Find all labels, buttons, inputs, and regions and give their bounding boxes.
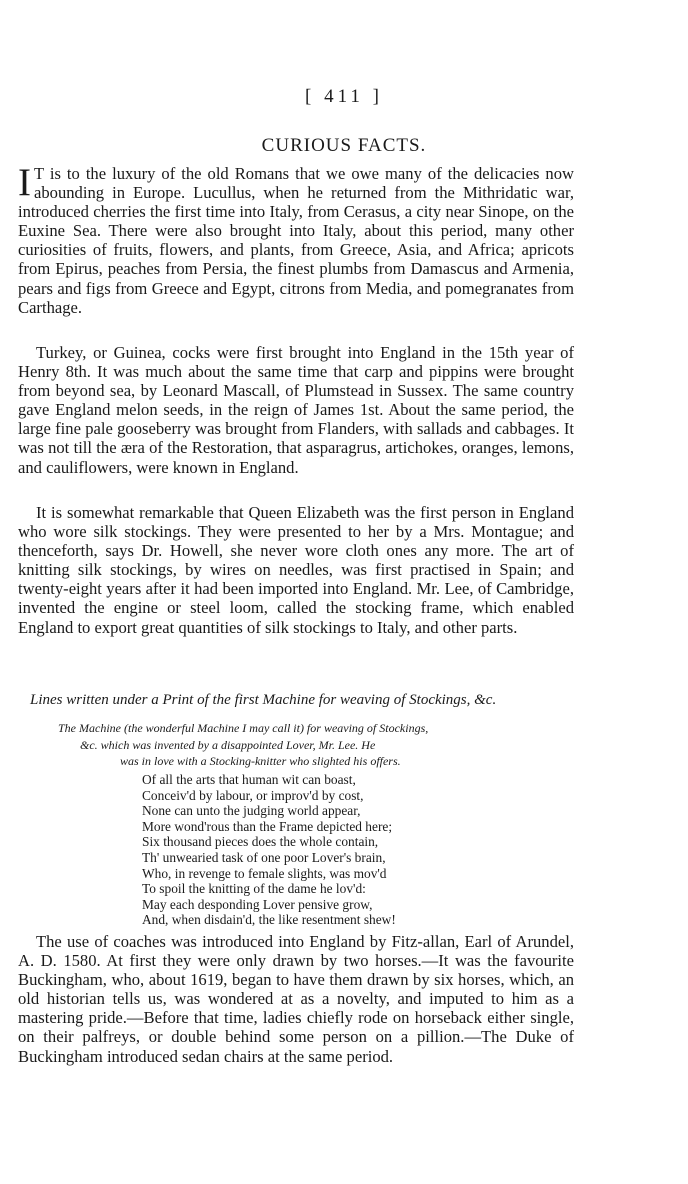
poem-verse [142, 772, 562, 928]
poem-line: May each desponding Lover pensive grow, [142, 896, 373, 912]
poem-line: More wond'rous than the Frame depicted here; [142, 818, 393, 834]
poem-line: Th' unwearied task of one poor Lover's brain, [142, 849, 386, 865]
poem-line: Of all the arts that human wit can boast, [142, 772, 356, 787]
poem-line: To spoil the knitting of the dame he lov'd: [142, 881, 366, 897]
poem-intro [58, 720, 578, 770]
paragraph-text: The use of coaches was introduced into England by Fitz-allan, Earl of Arundel, A. D. 1580. At first they were only drawn by two horses.—It was the favourite Buckingham, who, about 1619, began to have them drawn by six horses, which, an old historian tells us, was wondered at as a novelty, and imputed to him as a mastering pride.—Before that time, ladies chiefly rode on horseback either single, on their palfreys, or double behind some person on a pillion.—The Duke of Buckingham introduced sedan chairs at the same period. [18, 932, 574, 1066]
drop-cap: I [18, 161, 31, 204]
poem-line: None can unto the judging world appear, [142, 803, 361, 819]
poem-line: And, when disdain'd, the like resentment shew! [142, 912, 396, 928]
poem-intro-line: was in love with a Stocking-knitter who slighted his offers. [120, 754, 401, 768]
page-number: [ 411 ] [305, 86, 383, 107]
paragraph-text: Turkey, or Guinea, cocks were first brought into England in the 15th year of Henry 8th. It was much about the same time that carp and pippins were brought from beyond sea, by Leonard Mascall, of Plumstead in Sussex. The same country gave England melon seeds, in the reign of James 1st. About the same period, the large fine pale gooseberry was brought from Flanders, with sallads and cabbages. It was not till the æra of the Restoration, that asparagrus, artichokes, oranges, lemons, and cauliflowers, were known in England. [18, 343, 574, 477]
poem-line: Conceiv'd by labour, or improv'd by cost, [142, 787, 364, 803]
paragraph-text: T is to the luxury of the old Romans that we owe many of the delicacies now abounding in Europe. Lucullus, when he returned from the Mithridatic war, introduced cherries the first time into Italy, from Cerasus, a city near Sinope, on the Euxine Sea. There were also brought into Italy, about this period, many other curiosities of fruits, flowers, and plants, from Greece, Asia, and Africa; apricots from Epirus, peaches from Persia, the finest plumbs from Damascus and Armenia, pears and figs from Greece and Egypt, citrons from Media, and pomegranates from Carthage. [18, 164, 574, 317]
paragraph-text: It is somewhat remarkable that Queen Elizabeth was the first person in England who wore silk stockings. They were presented to her by a Mrs. Montague; and thenceforth, says Dr. Howell, she never wore cloth ones any more. The art of knitting silk stockings, by wires on needles, was first practised in Spain; and twenty-eight years after it had been imported into England. Mr. Lee, of Cambridge, invented the engine or steel loom, called the stocking frame, which enabled England to export great quantities of silk stockings to Italy, and other parts. [18, 503, 574, 637]
paragraph-turkey-cocks [18, 343, 574, 477]
poem-line: Six thousand pieces does the whole contain, [142, 834, 379, 850]
poem-title: Lines written under a Print of the first Machine for weaving of Stockings, &c. [30, 692, 497, 708]
poem-intro-line: The Machine (the wonderful Machine I may call it) for weaving of Stockings, [58, 721, 429, 735]
paragraph-luxury-of-romans [18, 161, 574, 317]
paragraph-silk-stockings [18, 503, 574, 637]
paragraph-coaches [18, 932, 574, 1066]
poem-line: Who, in revenge to female slights, was mov'd [142, 865, 387, 881]
poem-intro-line: &c. which was invented by a disappointed Lover, Mr. Lee. He [80, 737, 376, 752]
section-heading: CURIOUS FACTS. [261, 135, 427, 156]
